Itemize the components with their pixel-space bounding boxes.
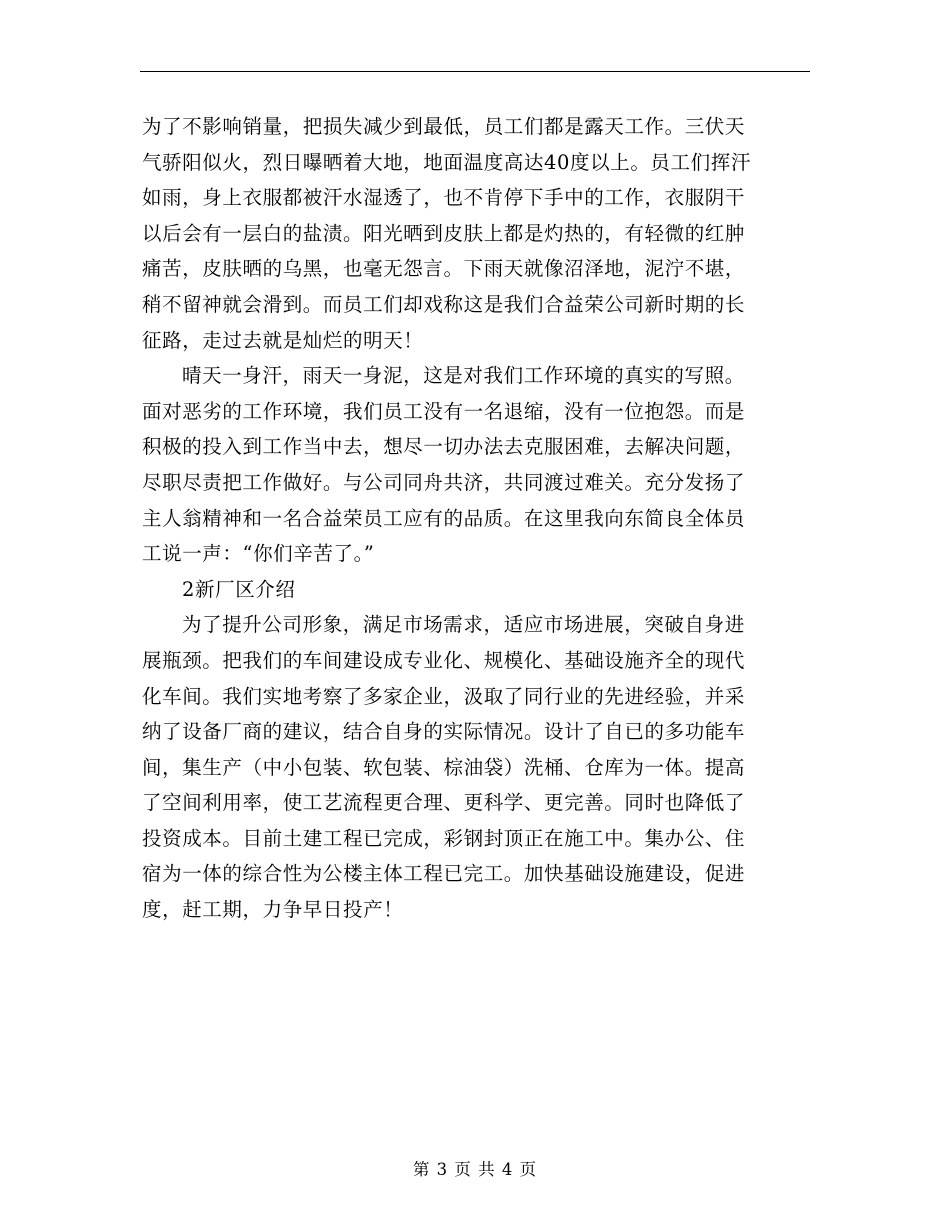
paragraph-1 [142, 109, 810, 358]
text-line: 稍不留神就会滑到。而员工们却戏称这是我们合益荣公司新时期的长 [142, 292, 746, 316]
text-line: 工说一声：“你们辛苦了。” [142, 542, 375, 566]
text-line: 化车间。我们实地考察了多家企业，汲取了同行业的先进经验，并采 [142, 684, 746, 708]
text-line: 积极的投入到工作当中去，想尽一切办法去克服困难，去解决问题， [142, 435, 746, 459]
text-line: 尽职尽责把工作做好。与公司同舟共济，共同渡过难关。充分发扬了 [142, 470, 746, 494]
text-line: 痛苦，皮肤晒的乌黑，也毫无怨言。下雨天就像沼泽地，泥泞不堪， [142, 257, 746, 281]
text-line: 征路，走过去就是灿烂的明天！ [142, 328, 424, 352]
text-line: 展瓶颈。把我们的车间建设成专业化、规模化、基础设施齐全的现代 [142, 648, 746, 672]
paragraph-3 [142, 607, 810, 927]
paragraph-2 [142, 358, 810, 572]
text-line: 投资成本。目前土建工程已完成，彩钢封顶正在施工中。集办公、住 [142, 826, 746, 850]
text-line: 为了不影响销量，把损失减少到最低，员工们都是露天工作。三伏天 [142, 115, 746, 138]
text-line: 度，赶工期，力争早日投产！ [142, 898, 404, 922]
header-rule [140, 71, 810, 72]
text-line: 宿为一体的综合性为公楼主体工程已完工。加快基础设施建设，促进 [142, 862, 746, 886]
text-line: 如雨，身上衣服都被汗水湿透了，也不肯停下手中的工作，衣服阴干 [142, 186, 746, 210]
text-line: 主人翁精神和一名合益荣员工应有的品质。在这里我向东简良全体员 [142, 506, 746, 530]
text-line: 为了提升公司形象，满足市场需求，适应市场进展，突破自身进 [182, 613, 745, 637]
text-line: 以后会有一层白的盐渍。阳光晒到皮肤上都是灼热的，有轻微的红肿 [142, 221, 746, 245]
text-line: 面对恶劣的工作环境，我们员工没有一名退缩，没有一位抱怨。而是 [142, 399, 746, 423]
text-line: 晴天一身汗，雨天一身泥，这是对我们工作环境的真实的写照。 [182, 364, 745, 388]
text-line: 气骄阳似火，烈日曝晒着大地，地面温度高达40度以上。员工们挥汗 [142, 150, 751, 174]
text-line: 间，集生产（中小包装、软包装、棕油袋）洗桶、仓库为一体。提高 [142, 755, 746, 779]
text-line: 纳了设备厂商的建议，结合自身的实际情况。设计了自已的多功能车 [142, 720, 746, 744]
section-heading: 2新厂区介绍 [182, 577, 296, 601]
document-body [142, 109, 810, 928]
text-line: 了空间利用率，使工艺流程更合理、更科学、更完善。同时也降低了 [142, 791, 746, 815]
page-number-footer: 第 3 页 共 4 页 [412, 1160, 538, 1179]
